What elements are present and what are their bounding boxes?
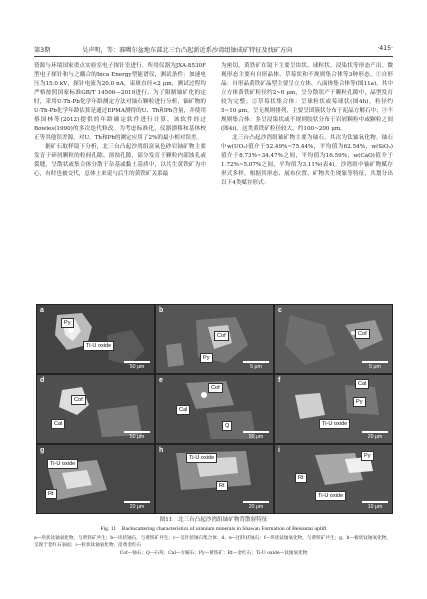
panel-label: b <box>159 307 164 314</box>
left-column <box>34 62 206 179</box>
figure-caption-en: Fig. 11 Backscattering characteristics of uranium minerals in Shawan Formation of Beisantai uplift <box>100 526 327 532</box>
scale-bar: 5 μm <box>362 361 388 370</box>
scale-bar: 20 μm <box>124 501 150 510</box>
mineral-label: Cal <box>355 379 369 389</box>
paragraph: 为密切。黄铁矿在镜下主要呈块状、球粒状、浸染状等形态产出。微观形态主要有自形晶体、草莓状和不规则集合体等3种形态。①自形晶：自形晶黄铁矿晶型主要呈立方体、八面体集合体等(图11a)，其中立方体黄铁矿粒径约2~6 μm，呈分散状产于颗粒孔隙中，晶型发育较为完整；②草莓状集合体：呈球粒状或莓球状(图4h)，粒径约5~10 μm，呈无规则排列，主要呈团簇状分布于泥晶方解石中；③不规则集合体：多呈浸染状或不规则胶状分布于岩屑颗粒中或颗粒之间(图4i)，这类黄铁矿粒径较大，约100~200 μm。 <box>221 63 393 132</box>
running-title: 吴声明，等：准噶尔盆地东部北三台凸起新近系沙湾组铀成矿特征及找矿方向 <box>82 47 293 54</box>
scale-bar: 5 μm <box>243 361 269 370</box>
right-column <box>221 62 393 188</box>
scale-bar: 20 μm <box>362 431 388 440</box>
mineral-label: Rt <box>295 473 307 483</box>
running-header <box>34 42 393 57</box>
figure-panel-i <box>274 444 393 514</box>
scale-bar: 50 μm <box>124 431 150 440</box>
panel-label: g <box>40 447 45 454</box>
panel-label: f <box>278 377 281 384</box>
mineral-label: Cof <box>208 383 223 393</box>
panel-label: c <box>278 307 282 314</box>
panel-label: e <box>159 377 163 384</box>
paragraph: 据矿石取样镜下分析，北三台凸起沙湾组富氧色砂岩铀矿物主要发育于碎屑颗粒的粒间孔隙、溶蚀孔隙，部分发育于颗粒内部蚀孔或裂缝，呈散状或集合体分散于杂基或黏土基质中，以共生黄铁矿为中心，有时也被交代，总体上来说与后生的黄铁矿关系最 <box>34 144 206 177</box>
mineral-label: Ti-U oxide <box>319 419 350 429</box>
mineral-label: Ti-U oxide <box>186 453 217 463</box>
mineral-label: Cof <box>71 395 86 405</box>
mineral-label: Cal <box>51 419 65 429</box>
issue-number: 第3期 <box>34 47 51 54</box>
paragraph: 北三台凸起沙湾组铀矿物主要为铀石，其次为钛铀氧化物。铀石中w(UO₂)值介于52.49%~75.44%，平均值为62.54%，w(SiO₂)值介于8.73%~34.47%之间，平均值为16.59%，w(CaO)值介于1.72%~5.07%之间，平均值为3.11%(表4)。沙湾组中铀矿物赋存形式多样，根据其形态、展布位置、矿物共生现象等特征，共划分出以下4类赋存形式： <box>221 135 393 186</box>
figure-panel-d <box>36 374 155 444</box>
mineral-label: Ti-U oxide <box>83 341 114 351</box>
page-number: ·415· <box>377 45 393 52</box>
mineral-abbreviations: Cof—铀石；Q—石英；Cal—方解石；Py—黄铁矿；Rt—金红石；Ti-U oxide—钛铀氧化物 <box>119 551 308 556</box>
mineral-label: Rt <box>45 489 57 499</box>
mineral-label: Rt <box>216 481 228 491</box>
mineral-label: Q <box>222 421 232 431</box>
figure-panel-b <box>155 304 274 374</box>
paragraph: 资源与环境国家重点实验室电子探针室进行，所用仪器为JXA-8530F型电子探针和与之耦合的Inca Energy型能谱仪，测试条件：加速电压为15.0 kV，探针电流为20.0 nA，束斑直径<2 μm，测试过程均严格按照国家标准GB/T 14506—2019进行。为了限制铀矿化的定时，采用U-Th-Pb化学年龄测定方法对铀石颗粒进行分析，铀矿物的U-Th-Pb化学年龄估算是通过EPMA测得的U、Th和Pb含量，并使用蔡国林等(2012)提供的年龄确定软件进行计算，该软件经过Bowles(1990)的多次迭代修改。为考虑标准化、仪器漂移和基体校正等其他误差源，对U、Th和Pb的测定应用了2%的最小相对误差。 <box>34 63 206 141</box>
figure-panel-g <box>36 444 155 514</box>
scale-bar: 50 μm <box>243 431 269 440</box>
panel-label: i <box>278 447 280 454</box>
mineral-label: Py <box>361 451 374 461</box>
figure-panel-e <box>155 374 274 444</box>
scale-bar: 20 μm <box>243 501 269 510</box>
mineral-label: Cof <box>214 331 229 341</box>
mineral-label: Cal <box>176 405 190 415</box>
mineral-label: Ti-U oxide <box>47 459 78 469</box>
mineral-label: Cof <box>355 329 370 339</box>
scale-bar: 50 μm <box>124 361 150 370</box>
figure-11 <box>36 304 391 514</box>
figure-caption-cn: 图11 北三台凸起沙湾组铀矿物背散射特征 <box>159 517 268 523</box>
figure-panel-h <box>155 444 274 514</box>
mineral-label: Py <box>61 318 74 328</box>
figure-legend: a—块状钛铀氧化物，与黄铁矿共生；b—块状铀石，与黄铁矿共生；c—呈针状铀石集合体；d、e—团块状铀石；f—块状钛铀氧化物，与黄铁矿共生；g、h—板状钛铀氧化物，呈现于金红石表面；i—粒状钛铀氧化物，沿黄金红石 <box>34 536 391 548</box>
panel-label: d <box>40 377 45 384</box>
figure-panel-f <box>274 374 393 444</box>
mineral-label: Py <box>200 353 213 363</box>
figure-panel-a <box>36 304 155 374</box>
scale-bar: 10 μm <box>362 501 388 510</box>
mineral-label: Ti-U oxide <box>315 491 346 501</box>
panel-label: a <box>40 307 44 314</box>
panel-label: h <box>159 447 164 454</box>
mineral-label: Py <box>353 397 366 407</box>
figure-panel-c <box>274 304 393 374</box>
